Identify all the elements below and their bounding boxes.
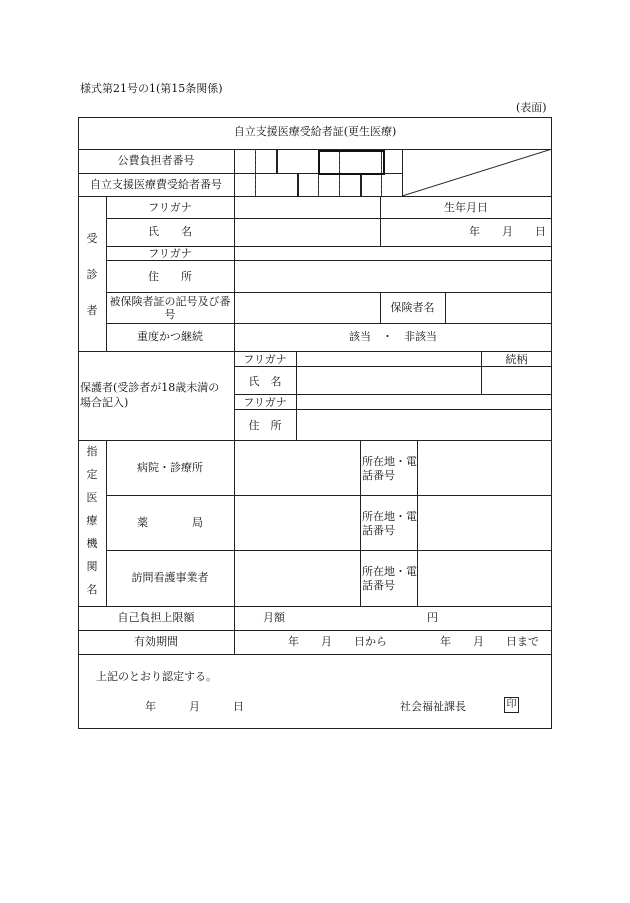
nursing-location-label: 所在地・電話番号 — [362, 565, 417, 592]
certify-date: 年 月 日 — [145, 700, 244, 713]
patient-name-label: 氏 名 — [148, 225, 192, 238]
limit-label: 自己負担上限額 — [117, 611, 195, 624]
guardian-address-label: 住 所 — [248, 419, 282, 432]
recipient-number-label: 自立支援医療費受給者番号 — [90, 178, 222, 191]
guardian-section-label: 保護者(受診者が18歳未満の場合記入) — [80, 381, 220, 409]
pharmacy-label: 薬 局 — [137, 516, 203, 529]
validity-to: 年 月 日まで — [440, 635, 539, 648]
certify-text: 上記のとおり認定する。 — [96, 670, 217, 683]
guardian-furigana2-label: フリガナ — [243, 396, 287, 409]
severe-continuous-label: 重度かつ継続 — [137, 330, 203, 343]
form-number: 様式第21号の1(第15条関係) — [80, 82, 223, 95]
public-burden-number-label: 公費負担者番号 — [117, 154, 195, 167]
relation-label: 続柄 — [505, 353, 528, 366]
insurer-name-label: 保険者名 — [390, 301, 435, 314]
insurance-number-label: 被保険者証の記号及び番号 — [109, 295, 231, 321]
patient-furigana2-label: フリガナ — [148, 247, 192, 260]
validity-from: 年 月 日から — [288, 635, 387, 648]
limit-monthly-label: 月額 — [263, 611, 285, 624]
side-label: (表面) — [516, 101, 547, 114]
pharmacy-location-label: 所在地・電話番号 — [362, 510, 417, 537]
patient-furigana-label: フリガナ — [148, 201, 192, 214]
seal-mark: 印 — [504, 697, 519, 713]
patient-address-label: 住 所 — [148, 270, 192, 283]
severe-continuous-value: 該当 ・ 非該当 — [349, 330, 437, 343]
number-digit-boxes — [234, 149, 402, 196]
birth-date-value: 年 月 日 — [469, 225, 546, 238]
nursing-label: 訪問看護事業者 — [131, 571, 209, 584]
limit-yen-label: 円 — [427, 611, 438, 624]
guardian-name-label: 氏 名 — [248, 375, 282, 388]
issuer-title: 社会福祉課長 — [400, 700, 466, 713]
hospital-location-label: 所在地・電話番号 — [362, 455, 417, 482]
validity-label: 有効期間 — [134, 635, 178, 648]
blank-slash — [402, 149, 552, 196]
guardian-furigana-label: フリガナ — [243, 353, 287, 366]
birth-date-label: 生年月日 — [444, 201, 488, 214]
form-title: 自立支援医療受給者証(更生医療) — [233, 125, 397, 138]
hospital-label: 病院・診療所 — [137, 461, 203, 474]
